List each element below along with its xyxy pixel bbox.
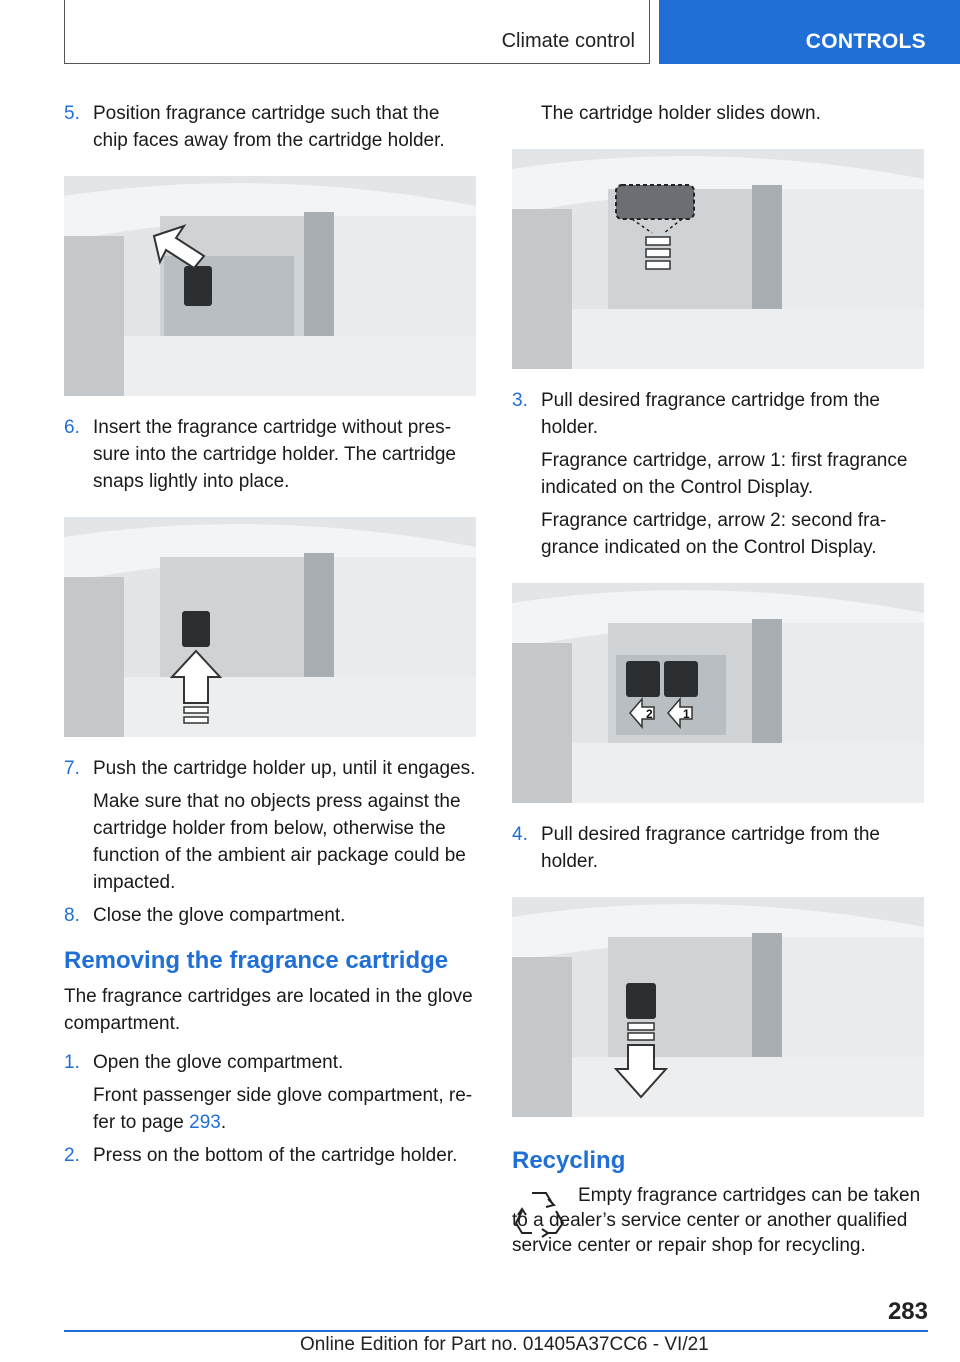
step-3-note-2: Fragrance cartridge, arrow 2: second fragrance indicated on the Control Display. (541, 510, 887, 558)
figure-cartridge-in-place (64, 517, 476, 737)
step-7 (64, 755, 476, 782)
step-3 (512, 387, 924, 441)
step-4 (512, 821, 924, 875)
arrow-2-label: 2 (646, 707, 653, 721)
header-box (64, 0, 650, 64)
right-column (512, 100, 924, 1258)
section-title: Climate control (501, 30, 635, 52)
step-text: Pull desired fragrance cartridge from the holder. (541, 390, 880, 438)
step-number: 4. (512, 824, 528, 845)
step-number: 6. (64, 417, 80, 438)
step-text: Pull desired fragrance cartridge from the holder. (541, 824, 880, 872)
intro-text: The fragrance cartridges are located in the glove compartment. (64, 986, 473, 1034)
step-5 (64, 100, 476, 154)
page-link[interactable]: 293 (189, 1112, 221, 1133)
footer-rule (64, 1330, 928, 1332)
step-text: Close the glove compartment. (93, 905, 346, 926)
edition-text: Online Edition for Part no. 01405A37CC6 - VI/21 (300, 1334, 709, 1355)
step-number: 5. (64, 103, 80, 124)
step-7-note: Make sure that no objects press against the cartridge holder from below, otherwise the function of the ambient air package could be impacted. (93, 791, 466, 893)
step-number: 7. (64, 758, 80, 779)
step-1-note (93, 1082, 476, 1136)
step-number: 3. (512, 390, 528, 411)
controls-tab[interactable]: CONTROLS (659, 0, 960, 64)
slides-text: The cartridge holder slides down. (541, 103, 821, 124)
left-column (64, 100, 476, 1175)
figure-two-cartridges (512, 583, 924, 803)
page-number: 283 (887, 1298, 928, 1325)
figure-insert-cartridge (64, 176, 476, 396)
figure-holder-slides-down (512, 149, 924, 369)
section-heading-recycling: Recycling (512, 1147, 626, 1174)
figure-pull-cartridge (512, 897, 924, 1117)
step-8 (64, 902, 476, 929)
recycle-icon (512, 1185, 566, 1239)
arrow-1-label: 1 (683, 707, 690, 721)
recycling-block (512, 1183, 924, 1258)
recycling-text: Empty fragrance cartridges can be taken to a dealer’s service center or another qualified service center or repair shop for recycling. (512, 1185, 921, 1256)
step-number: 8. (64, 905, 80, 926)
step-2 (64, 1142, 476, 1169)
step-number: 1. (64, 1052, 80, 1073)
step-text: Push the cartridge holder up, until it engages. (93, 758, 476, 779)
note-end: . (220, 1112, 227, 1133)
step-text: Open the glove compartment. (93, 1052, 344, 1073)
step-1 (64, 1049, 476, 1076)
step-text: Insert the fragrance cartridge without pressure into the cartridge holder. The cartridge snaps lightly into place. (93, 417, 456, 492)
note-text: Front passenger side glove compartment, refer to page (93, 1085, 473, 1133)
step-text: Position fragrance cartridge such that the chip faces away from the cartridge holder. (93, 103, 445, 151)
step-number: 2. (64, 1145, 80, 1166)
step-6 (64, 414, 476, 495)
step-3-note-1: Fragrance cartridge, arrow 1: first fragrance indicated on the Control Display. (541, 450, 908, 498)
section-heading-removing: Removing the fragrance cartridge (64, 947, 449, 974)
step-text: Press on the bottom of the cartridge holder. (93, 1145, 458, 1166)
